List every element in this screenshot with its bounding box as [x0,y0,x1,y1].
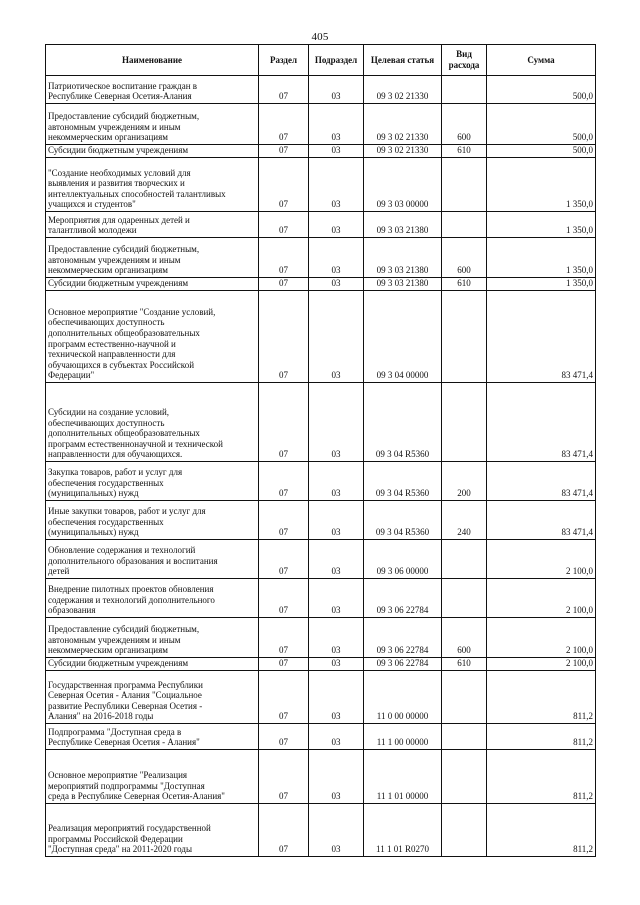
row-section: 07 [259,76,309,104]
row-type: 200 [442,462,487,501]
row-name: Предоставление субсидий бюджетным, автономным учреждениям и иным некоммерческим организациям [46,104,259,145]
row-target: 09 3 06 00000 [364,540,442,579]
row-type [442,540,487,579]
table-row [46,212,596,238]
row-name: Основное мероприятие "Реализация мероприятий подпрограммы "Доступная среда в Республике Северная Осетия-Алания" [46,750,259,804]
row-target: 09 3 04 R5360 [364,462,442,501]
row-subsection: 03 [309,278,364,291]
table-row [46,579,596,618]
row-section: 07 [259,104,309,145]
row-amount: 2 100,0 [487,658,596,671]
row-type: 610 [442,145,487,158]
table-row [46,671,596,724]
row-section: 07 [259,278,309,291]
header-subsection: Подраздел [309,45,364,76]
row-name: Патриотическое воспитание граждан в Республике Северная Осетия-Алания [46,76,259,104]
row-type: 240 [442,501,487,540]
row-section: 07 [259,724,309,750]
row-target: 09 3 03 00000 [364,158,442,212]
row-subsection: 03 [309,618,364,658]
row-type [442,724,487,750]
row-type [442,383,487,462]
row-amount: 811,2 [487,671,596,724]
row-name: Иные закупки товаров, работ и услуг для обеспечения государственных (муниципальных) нужд [46,501,259,540]
row-amount: 83 471,4 [487,383,596,462]
row-name: Подпрограмма "Доступная среда в Республике Северная Осетия - Алания" [46,724,259,750]
row-amount: 811,2 [487,724,596,750]
row-target: 09 3 04 00000 [364,291,442,383]
row-type: 600 [442,104,487,145]
row-subsection: 03 [309,804,364,857]
row-subsection: 03 [309,383,364,462]
table-row [46,462,596,501]
row-section: 07 [259,462,309,501]
row-subsection: 03 [309,462,364,501]
row-amount: 811,2 [487,750,596,804]
row-subsection: 03 [309,238,364,278]
row-type [442,750,487,804]
header-name: Наименование [46,45,259,76]
row-target: 09 3 04 R5360 [364,501,442,540]
table-row [46,104,596,145]
row-subsection: 03 [309,540,364,579]
row-section: 07 [259,618,309,658]
row-amount: 1 350,0 [487,278,596,291]
row-section: 07 [259,671,309,724]
table-row [46,540,596,579]
row-type [442,579,487,618]
table-row [46,501,596,540]
row-name: Предоставление субсидий бюджетным, автономным учреждениям и иным некоммерческим организациям [46,618,259,658]
row-type [442,291,487,383]
row-amount: 2 100,0 [487,618,596,658]
row-subsection: 03 [309,76,364,104]
table-row [46,238,596,278]
row-name: Государственная программа Республики Северная Осетия - Алания "Социальное развитие Республики Северная Осетия - Алания" на 2016-2018 годы [46,671,259,724]
row-section: 07 [259,501,309,540]
row-amount: 500,0 [487,145,596,158]
row-amount: 83 471,4 [487,462,596,501]
table-row [46,804,596,857]
row-subsection: 03 [309,750,364,804]
row-target: 09 3 03 21380 [364,212,442,238]
row-name: Предоставление субсидий бюджетным, автономным учреждениям и иным некоммерческим организациям [46,238,259,278]
row-type: 610 [442,658,487,671]
row-target: 11 1 01 00000 [364,750,442,804]
row-section: 07 [259,158,309,212]
row-type [442,671,487,724]
row-section: 07 [259,291,309,383]
budget-table [45,44,596,857]
row-subsection: 03 [309,212,364,238]
table-row [46,158,596,212]
row-target: 09 3 02 21330 [364,76,442,104]
table-row [46,724,596,750]
header-amount: Сумма [487,45,596,76]
row-target: 09 3 06 22784 [364,658,442,671]
row-subsection: 03 [309,145,364,158]
row-name: Субсидии на создание условий, обеспечивающих доступность дополнительных общеобразовательных программ естественнонаучной и технической направленности для обучающихся. [46,383,259,462]
row-target: 11 0 00 00000 [364,671,442,724]
row-section: 07 [259,540,309,579]
row-amount: 500,0 [487,76,596,104]
header-section: Раздел [259,45,309,76]
row-amount: 1 350,0 [487,238,596,278]
row-name: Субсидии бюджетным учреждениям [46,658,259,671]
row-name: Закупка товаров, работ и услуг для обеспечения государственных (муниципальных) нужд [46,462,259,501]
table-row [46,618,596,658]
row-type: 600 [442,238,487,278]
row-type: 610 [442,278,487,291]
row-target: 09 3 02 21330 [364,104,442,145]
row-name: Реализация мероприятий государственной программы Российской Федерации "Доступная среда" на 2011-2020 годы [46,804,259,857]
row-section: 07 [259,750,309,804]
table-row [46,278,596,291]
row-target: 09 3 04 R5360 [364,383,442,462]
row-type [442,158,487,212]
row-subsection: 03 [309,104,364,145]
row-target: 09 3 06 22784 [364,618,442,658]
row-name: Мероприятия для одаренных детей и талантливой молодежи [46,212,259,238]
row-amount: 83 471,4 [487,501,596,540]
header-target-article: Целевая статья [364,45,442,76]
row-type [442,212,487,238]
row-name: "Создание необходимых условий для выявления и развития творческих и интеллектуальных способностей талантливых учащихся и студентов" [46,158,259,212]
row-section: 07 [259,579,309,618]
row-name: Внедрение пилотных проектов обновления содержания и технологий дополнительного образования [46,579,259,618]
row-amount: 811,2 [487,804,596,857]
row-type [442,804,487,857]
row-amount: 500,0 [487,104,596,145]
row-amount: 1 350,0 [487,158,596,212]
row-subsection: 03 [309,579,364,618]
row-subsection: 03 [309,671,364,724]
row-target: 09 3 03 21380 [364,238,442,278]
table-header-row [46,45,596,76]
row-section: 07 [259,238,309,278]
row-target: 11 1 01 R0270 [364,804,442,857]
row-target: 09 3 02 21330 [364,145,442,158]
header-expense-type: Вид расхода [442,45,487,76]
table-row [46,291,596,383]
row-subsection: 03 [309,501,364,540]
row-type [442,76,487,104]
row-name: Основное мероприятие "Создание условий, обеспечивающих доступность дополнительных общеобразовательных программ естественно-научной и технической направленности для обучающихся в субъектах Российской Федерации" [46,291,259,383]
row-section: 07 [259,804,309,857]
row-name: Субсидии бюджетным учреждениям [46,278,259,291]
table-row [46,658,596,671]
row-subsection: 03 [309,658,364,671]
row-name: Субсидии бюджетным учреждениям [46,145,259,158]
table-row [46,145,596,158]
row-target: 09 3 03 21380 [364,278,442,291]
row-section: 07 [259,145,309,158]
table-row [46,383,596,462]
row-name: Обновление содержания и технологий дополнительного образования и воспитания детей [46,540,259,579]
row-section: 07 [259,383,309,462]
row-target: 11 1 00 00000 [364,724,442,750]
page-number: 405 [311,31,329,43]
row-section: 07 [259,658,309,671]
row-type: 600 [442,618,487,658]
row-amount: 1 350,0 [487,212,596,238]
table-row [46,76,596,104]
row-subsection: 03 [309,724,364,750]
row-amount: 2 100,0 [487,540,596,579]
row-target: 09 3 06 22784 [364,579,442,618]
row-subsection: 03 [309,291,364,383]
row-amount: 2 100,0 [487,579,596,618]
row-subsection: 03 [309,158,364,212]
table-row [46,750,596,804]
row-section: 07 [259,212,309,238]
row-amount: 83 471,4 [487,291,596,383]
